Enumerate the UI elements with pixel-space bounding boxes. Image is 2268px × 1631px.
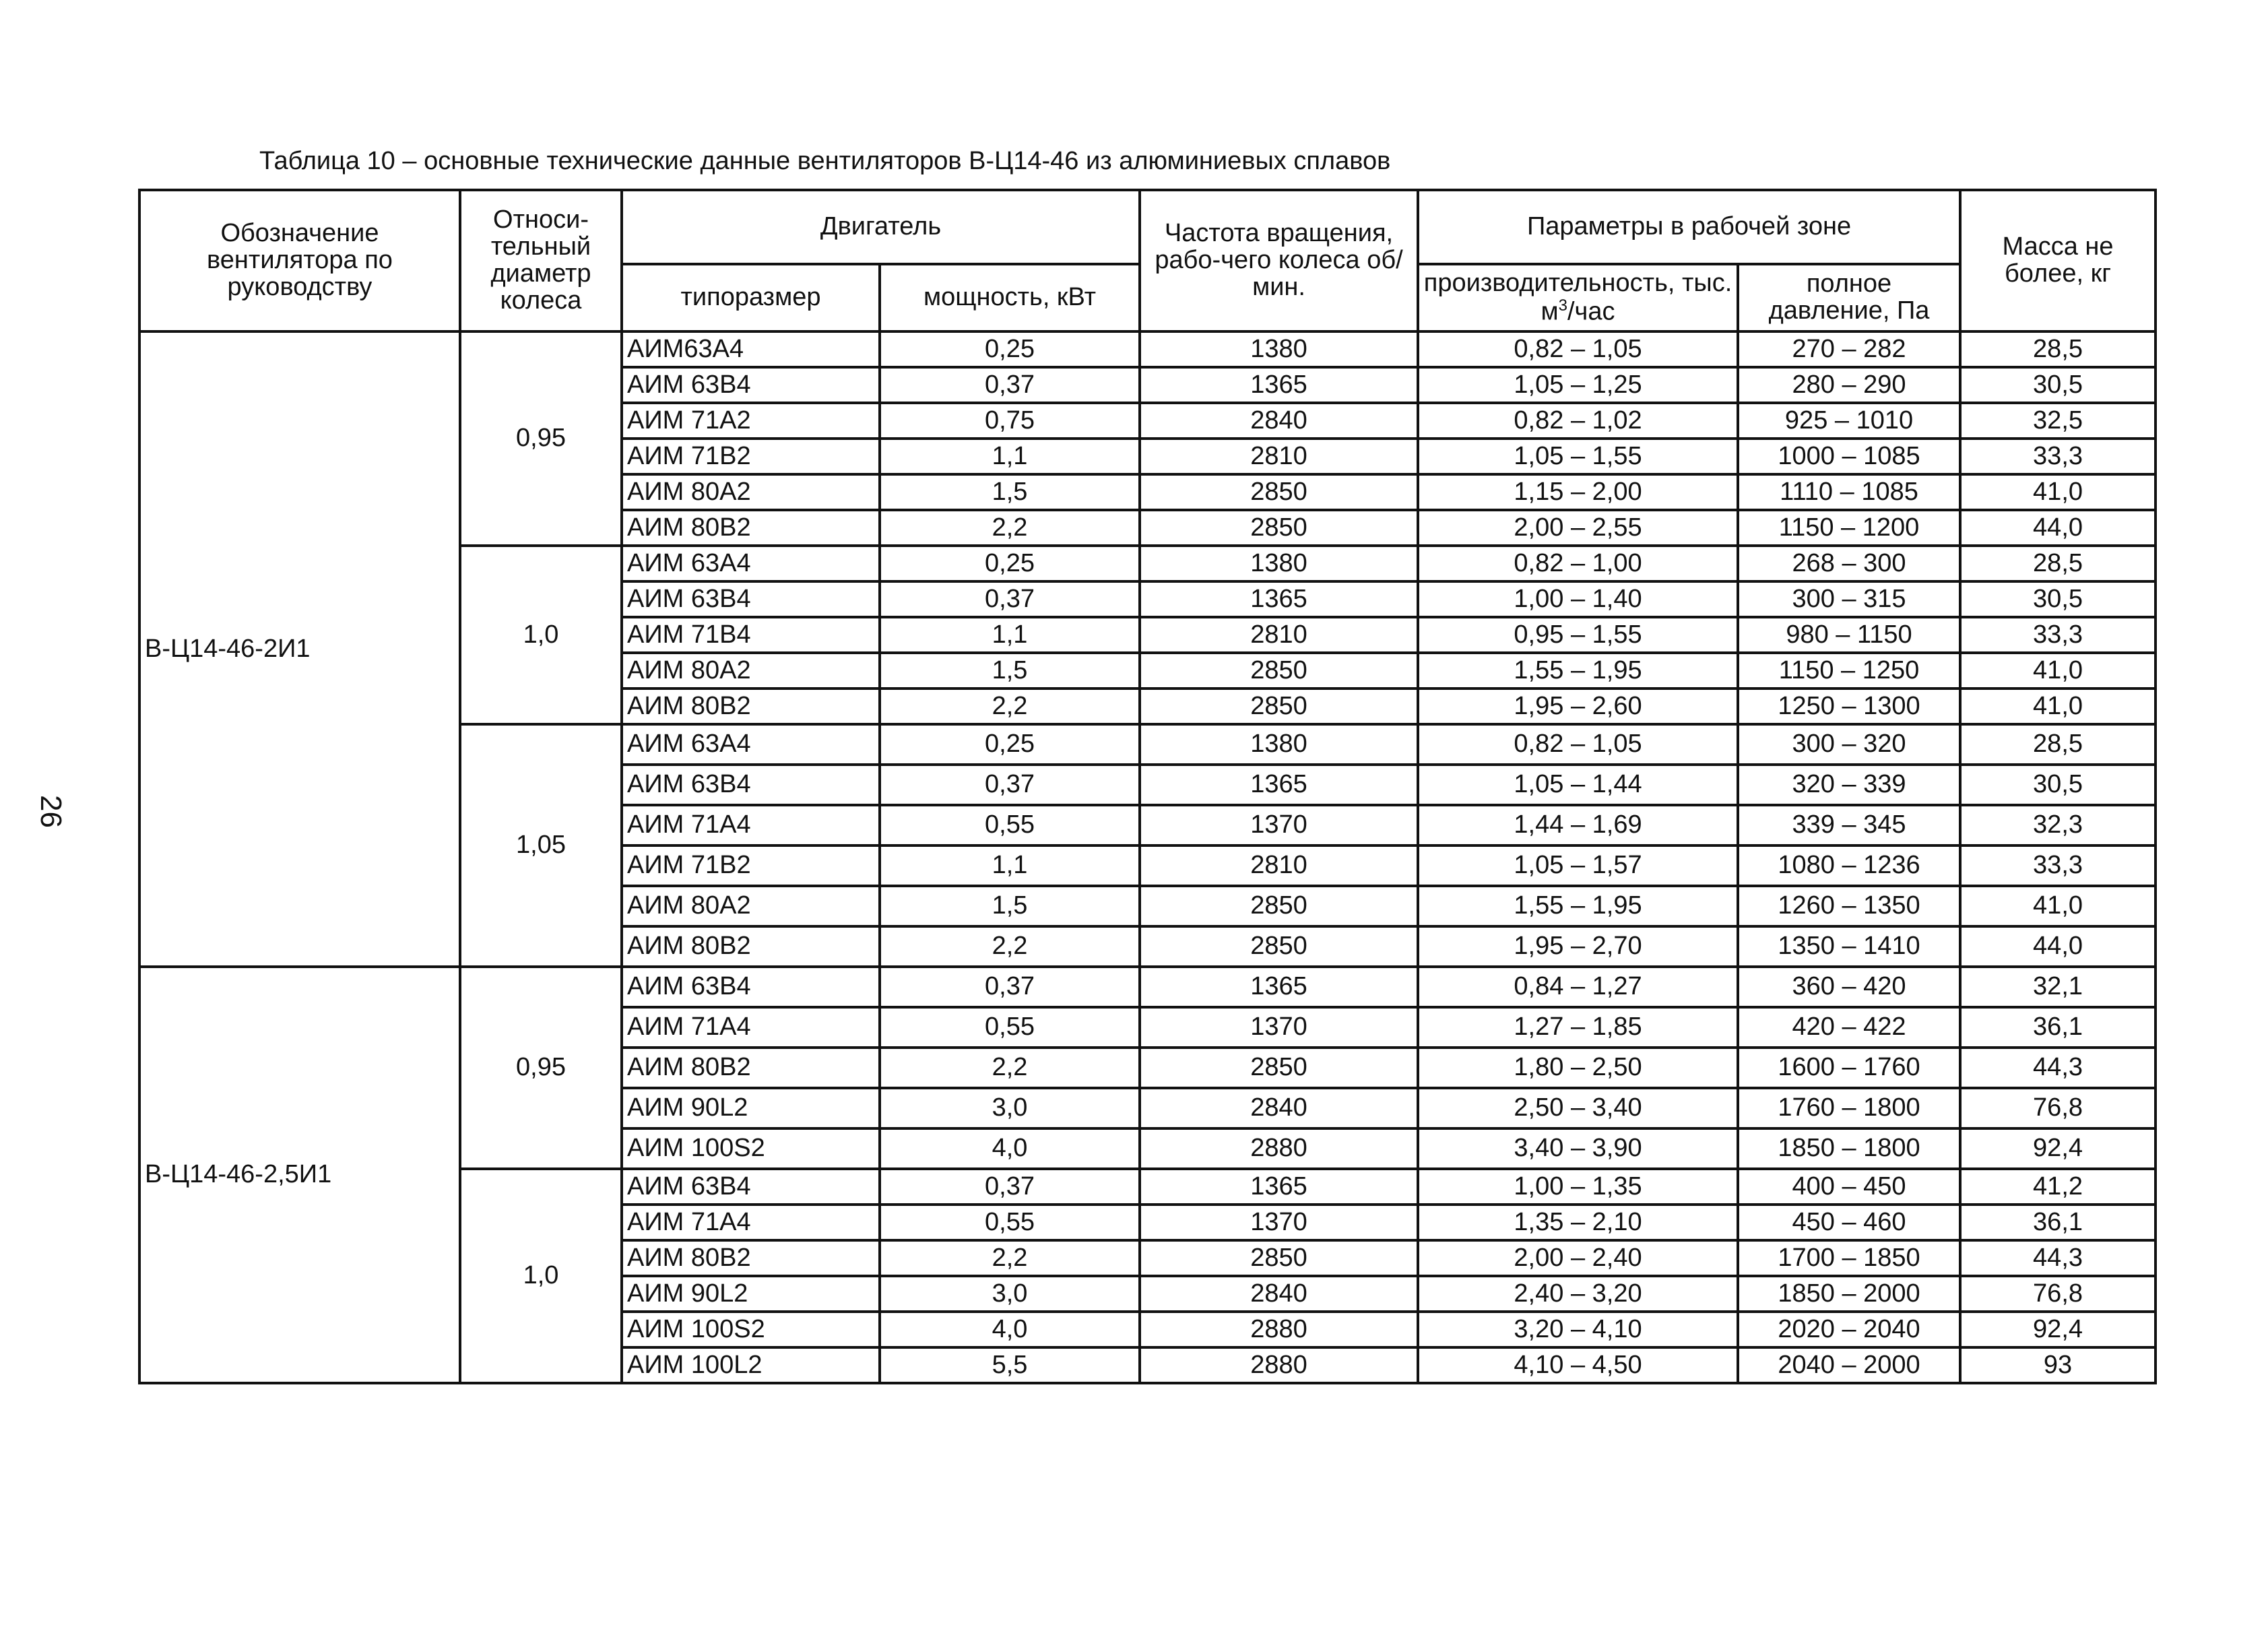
flow-range-cell: 0,82 – 1,05 — [1418, 724, 1738, 765]
flow-range-cell: 1,44 – 1,69 — [1418, 805, 1738, 845]
mass-cell: 44,3 — [1960, 1240, 2156, 1276]
flow-range-cell: 2,50 – 3,40 — [1418, 1088, 1738, 1128]
motor-power-cell: 3,0 — [880, 1088, 1140, 1128]
rotation-speed-cell: 2850 — [1140, 689, 1418, 724]
flow-range-cell: 1,05 – 1,57 — [1418, 845, 1738, 886]
motor-power-cell: 2,2 — [880, 1048, 1140, 1088]
mass-cell: 33,3 — [1960, 439, 2156, 474]
pressure-range-cell: 1150 – 1200 — [1738, 510, 1960, 546]
flow-range-cell: 1,05 – 1,44 — [1418, 765, 1738, 805]
motor-power-cell: 1,1 — [880, 439, 1140, 474]
motor-type-cell: АИМ 63В4 — [622, 581, 880, 617]
pressure-range-cell: 320 – 339 — [1738, 765, 1960, 805]
motor-power-cell: 1,5 — [880, 886, 1140, 926]
motor-power-cell: 1,5 — [880, 653, 1140, 689]
rotation-speed-cell: 2850 — [1140, 510, 1418, 546]
relative-diameter: 1,0 — [460, 1169, 622, 1383]
pressure-range-cell: 1700 – 1850 — [1738, 1240, 1960, 1276]
flow-range-cell: 1,15 – 2,00 — [1418, 474, 1738, 510]
rotation-speed-cell: 1380 — [1140, 724, 1418, 765]
motor-type-cell: АИМ 80А2 — [622, 886, 880, 926]
motor-type-cell: АИМ63А4 — [622, 331, 880, 367]
table-body — [139, 331, 2156, 1383]
mass-cell: 32,1 — [1960, 967, 2156, 1007]
pressure-range-cell: 980 – 1150 — [1738, 617, 1960, 653]
flow-range-cell: 1,05 – 1,25 — [1418, 367, 1738, 403]
pressure-range-cell: 1080 – 1236 — [1738, 845, 1960, 886]
flow-range-cell: 0,82 – 1,02 — [1418, 403, 1738, 439]
spec-table — [138, 189, 2157, 1384]
motor-power-cell: 0,25 — [880, 724, 1140, 765]
mass-cell: 30,5 — [1960, 367, 2156, 403]
mass-cell: 44,0 — [1960, 926, 2156, 967]
motor-type-cell: АИМ 71В2 — [622, 845, 880, 886]
rotation-speed-cell: 1365 — [1140, 581, 1418, 617]
motor-type-cell: АИМ 100S2 — [622, 1128, 880, 1169]
pressure-range-cell: 1350 – 1410 — [1738, 926, 1960, 967]
header-motor: Двигатель — [622, 190, 1140, 264]
flow-range-cell: 1,00 – 1,40 — [1418, 581, 1738, 617]
flow-range-cell: 0,84 – 1,27 — [1418, 967, 1738, 1007]
motor-type-cell: АИМ 71А4 — [622, 1205, 880, 1240]
header-flow-text: производительность, тыс. м — [1423, 268, 1732, 326]
mass-cell: 93 — [1960, 1347, 2156, 1383]
motor-power-cell: 0,55 — [880, 805, 1140, 845]
pressure-range-cell: 925 – 1010 — [1738, 403, 1960, 439]
pressure-range-cell: 300 – 315 — [1738, 581, 1960, 617]
pressure-range-cell: 450 – 460 — [1738, 1205, 1960, 1240]
motor-power-cell: 2,2 — [880, 926, 1140, 967]
fan-designation: В-Ц14-46-2И1 — [139, 331, 460, 967]
motor-power-cell: 2,2 — [880, 510, 1140, 546]
flow-range-cell: 1,00 – 1,35 — [1418, 1169, 1738, 1205]
pressure-range-cell: 270 – 282 — [1738, 331, 1960, 367]
mass-cell: 92,4 — [1960, 1312, 2156, 1347]
motor-power-cell: 0,75 — [880, 403, 1140, 439]
pressure-range-cell: 268 – 300 — [1738, 546, 1960, 581]
rotation-speed-cell: 2810 — [1140, 617, 1418, 653]
mass-cell: 41,0 — [1960, 474, 2156, 510]
rotation-speed-cell: 2810 — [1140, 845, 1418, 886]
header-speed: Частота вращения, рабо-чего колеса об/мин. — [1140, 190, 1418, 331]
rotation-speed-cell: 2850 — [1140, 1048, 1418, 1088]
flow-range-cell: 0,95 – 1,55 — [1418, 617, 1738, 653]
motor-type-cell: АИМ 63А4 — [622, 724, 880, 765]
rotation-speed-cell: 1380 — [1140, 331, 1418, 367]
mass-cell: 33,3 — [1960, 845, 2156, 886]
relative-diameter: 0,95 — [460, 331, 622, 546]
motor-power-cell: 4,0 — [880, 1128, 1140, 1169]
mass-cell: 30,5 — [1960, 581, 2156, 617]
motor-power-cell: 3,0 — [880, 1276, 1140, 1312]
motor-type-cell: АИМ 71А4 — [622, 1007, 880, 1048]
rotation-speed-cell: 2880 — [1140, 1312, 1418, 1347]
motor-type-cell: АИМ 80В2 — [622, 689, 880, 724]
motor-type-cell: АИМ 63А4 — [622, 546, 880, 581]
flow-range-cell: 1,55 – 1,95 — [1418, 886, 1738, 926]
pressure-range-cell: 1250 – 1300 — [1738, 689, 1960, 724]
mass-cell: 44,3 — [1960, 1048, 2156, 1088]
motor-power-cell: 2,2 — [880, 689, 1140, 724]
table-row — [139, 967, 2156, 1007]
motor-type-cell: АИМ 80В2 — [622, 1048, 880, 1088]
flow-range-cell: 1,27 – 1,85 — [1418, 1007, 1738, 1048]
motor-type-cell: АИМ 80А2 — [622, 653, 880, 689]
motor-type-cell: АИМ 63В4 — [622, 765, 880, 805]
header-pressure: полное давление, Па — [1738, 264, 1960, 331]
header-mass: Масса не более, кг — [1960, 190, 2156, 331]
mass-cell: 44,0 — [1960, 510, 2156, 546]
pressure-range-cell: 280 – 290 — [1738, 367, 1960, 403]
pressure-range-cell: 2020 – 2040 — [1738, 1312, 1960, 1347]
flow-range-cell: 1,80 – 2,50 — [1418, 1048, 1738, 1088]
mass-cell: 28,5 — [1960, 724, 2156, 765]
relative-diameter: 1,0 — [460, 546, 622, 724]
pressure-range-cell: 1760 – 1800 — [1738, 1088, 1960, 1128]
rotation-speed-cell: 1370 — [1140, 1205, 1418, 1240]
mass-cell: 76,8 — [1960, 1088, 2156, 1128]
header-motor-type: типоразмер — [622, 264, 880, 331]
motor-type-cell: АИМ 63В4 — [622, 367, 880, 403]
motor-type-cell: АИМ 71В2 — [622, 439, 880, 474]
pressure-range-cell: 1850 – 2000 — [1738, 1276, 1960, 1312]
mass-cell: 32,3 — [1960, 805, 2156, 845]
page-number: 26 — [34, 795, 67, 828]
motor-type-cell: АИМ 63В4 — [622, 967, 880, 1007]
mass-cell: 92,4 — [1960, 1128, 2156, 1169]
flow-range-cell: 1,05 – 1,55 — [1418, 439, 1738, 474]
relative-diameter: 0,95 — [460, 967, 622, 1169]
motor-type-cell: АИМ 71А4 — [622, 805, 880, 845]
flow-range-cell: 1,95 – 2,60 — [1418, 689, 1738, 724]
rotation-speed-cell: 1365 — [1140, 1169, 1418, 1205]
fan-designation: В-Ц14-46-2,5И1 — [139, 967, 460, 1383]
flow-range-cell: 1,95 – 2,70 — [1418, 926, 1738, 967]
motor-power-cell: 5,5 — [880, 1347, 1140, 1383]
rotation-speed-cell: 2880 — [1140, 1128, 1418, 1169]
pressure-range-cell: 2040 – 2000 — [1738, 1347, 1960, 1383]
header-flow-sup: 3 — [1558, 296, 1567, 315]
pressure-range-cell: 1110 – 1085 — [1738, 474, 1960, 510]
flow-range-cell: 2,00 – 2,55 — [1418, 510, 1738, 546]
motor-power-cell: 0,37 — [880, 967, 1140, 1007]
rotation-speed-cell: 2840 — [1140, 1276, 1418, 1312]
rotation-speed-cell: 2880 — [1140, 1347, 1418, 1383]
table-caption: Таблица 10 – основные технические данные вентиляторов В-Ц14-46 из алюминиевых сплавов — [259, 147, 1391, 175]
motor-power-cell: 2,2 — [880, 1240, 1140, 1276]
flow-range-cell: 3,40 – 3,90 — [1418, 1128, 1738, 1169]
pressure-range-cell: 1150 – 1250 — [1738, 653, 1960, 689]
header-motor-power: мощность, кВт — [880, 264, 1140, 331]
rotation-speed-cell: 1370 — [1140, 1007, 1418, 1048]
rotation-speed-cell: 2850 — [1140, 926, 1418, 967]
pressure-range-cell: 339 – 345 — [1738, 805, 1960, 845]
motor-power-cell: 1,5 — [880, 474, 1140, 510]
rotation-speed-cell: 2850 — [1140, 653, 1418, 689]
mass-cell: 41,0 — [1960, 886, 2156, 926]
rotation-speed-cell: 1365 — [1140, 765, 1418, 805]
mass-cell: 76,8 — [1960, 1276, 2156, 1312]
mass-cell: 41,2 — [1960, 1169, 2156, 1205]
mass-cell: 30,5 — [1960, 765, 2156, 805]
motor-type-cell: АИМ 80А2 — [622, 474, 880, 510]
header-row-1 — [139, 190, 2156, 264]
pressure-range-cell: 1000 – 1085 — [1738, 439, 1960, 474]
pressure-range-cell: 1600 – 1760 — [1738, 1048, 1960, 1088]
motor-power-cell: 0,37 — [880, 1169, 1140, 1205]
motor-type-cell: АИМ 90L2 — [622, 1276, 880, 1312]
flow-range-cell: 0,82 – 1,00 — [1418, 546, 1738, 581]
mass-cell: 41,0 — [1960, 653, 2156, 689]
motor-power-cell: 0,25 — [880, 546, 1140, 581]
motor-type-cell: АИМ 63В4 — [622, 1169, 880, 1205]
motor-type-cell: АИМ 100L2 — [622, 1347, 880, 1383]
motor-power-cell: 4,0 — [880, 1312, 1140, 1347]
motor-power-cell: 1,1 — [880, 617, 1140, 653]
rotation-speed-cell: 2810 — [1140, 439, 1418, 474]
motor-power-cell: 0,37 — [880, 765, 1140, 805]
pressure-range-cell: 400 – 450 — [1738, 1169, 1960, 1205]
relative-diameter: 1,05 — [460, 724, 622, 967]
rotation-speed-cell: 1365 — [1140, 367, 1418, 403]
header-diameter: Относи-тельный диаметр колеса — [460, 190, 622, 331]
pressure-range-cell: 420 – 422 — [1738, 1007, 1960, 1048]
motor-type-cell: АИМ 71А2 — [622, 403, 880, 439]
pressure-range-cell: 1260 – 1350 — [1738, 886, 1960, 926]
rotation-speed-cell: 1380 — [1140, 546, 1418, 581]
rotation-speed-cell: 2850 — [1140, 474, 1418, 510]
motor-power-cell: 0,55 — [880, 1007, 1140, 1048]
motor-type-cell: АИМ 90L2 — [622, 1088, 880, 1128]
flow-range-cell: 1,35 – 2,10 — [1418, 1205, 1738, 1240]
pressure-range-cell: 360 – 420 — [1738, 967, 1960, 1007]
motor-power-cell: 0,25 — [880, 331, 1140, 367]
mass-cell: 36,1 — [1960, 1205, 2156, 1240]
header-flow-unit: /час — [1567, 297, 1615, 326]
rotation-speed-cell: 1370 — [1140, 805, 1418, 845]
rotation-speed-cell: 1365 — [1140, 967, 1418, 1007]
flow-range-cell: 2,00 – 2,40 — [1418, 1240, 1738, 1276]
header-params: Параметры в рабочей зоне — [1418, 190, 1960, 264]
motor-type-cell: АИМ 100S2 — [622, 1312, 880, 1347]
header-flow — [1418, 264, 1738, 331]
mass-cell: 28,5 — [1960, 546, 2156, 581]
motor-type-cell: АИМ 80В2 — [622, 1240, 880, 1276]
table-row — [139, 331, 2156, 367]
mass-cell: 32,5 — [1960, 403, 2156, 439]
mass-cell: 33,3 — [1960, 617, 2156, 653]
flow-range-cell: 3,20 – 4,10 — [1418, 1312, 1738, 1347]
flow-range-cell: 2,40 – 3,20 — [1418, 1276, 1738, 1312]
motor-power-cell: 0,37 — [880, 581, 1140, 617]
mass-cell: 36,1 — [1960, 1007, 2156, 1048]
mass-cell: 28,5 — [1960, 331, 2156, 367]
flow-range-cell: 4,10 – 4,50 — [1418, 1347, 1738, 1383]
flow-range-cell: 1,55 – 1,95 — [1418, 653, 1738, 689]
mass-cell: 41,0 — [1960, 689, 2156, 724]
flow-range-cell: 0,82 – 1,05 — [1418, 331, 1738, 367]
motor-type-cell: АИМ 80В2 — [622, 510, 880, 546]
pressure-range-cell: 300 – 320 — [1738, 724, 1960, 765]
motor-type-cell: АИМ 71В4 — [622, 617, 880, 653]
pressure-range-cell: 1850 – 1800 — [1738, 1128, 1960, 1169]
motor-type-cell: АИМ 80В2 — [622, 926, 880, 967]
header-fan: Обозначение вентилятора по руководству — [139, 190, 460, 331]
motor-power-cell: 0,37 — [880, 367, 1140, 403]
rotation-speed-cell: 2840 — [1140, 1088, 1418, 1128]
rotation-speed-cell: 2840 — [1140, 403, 1418, 439]
motor-power-cell: 1,1 — [880, 845, 1140, 886]
rotation-speed-cell: 2850 — [1140, 886, 1418, 926]
motor-power-cell: 0,55 — [880, 1205, 1140, 1240]
rotation-speed-cell: 2850 — [1140, 1240, 1418, 1276]
